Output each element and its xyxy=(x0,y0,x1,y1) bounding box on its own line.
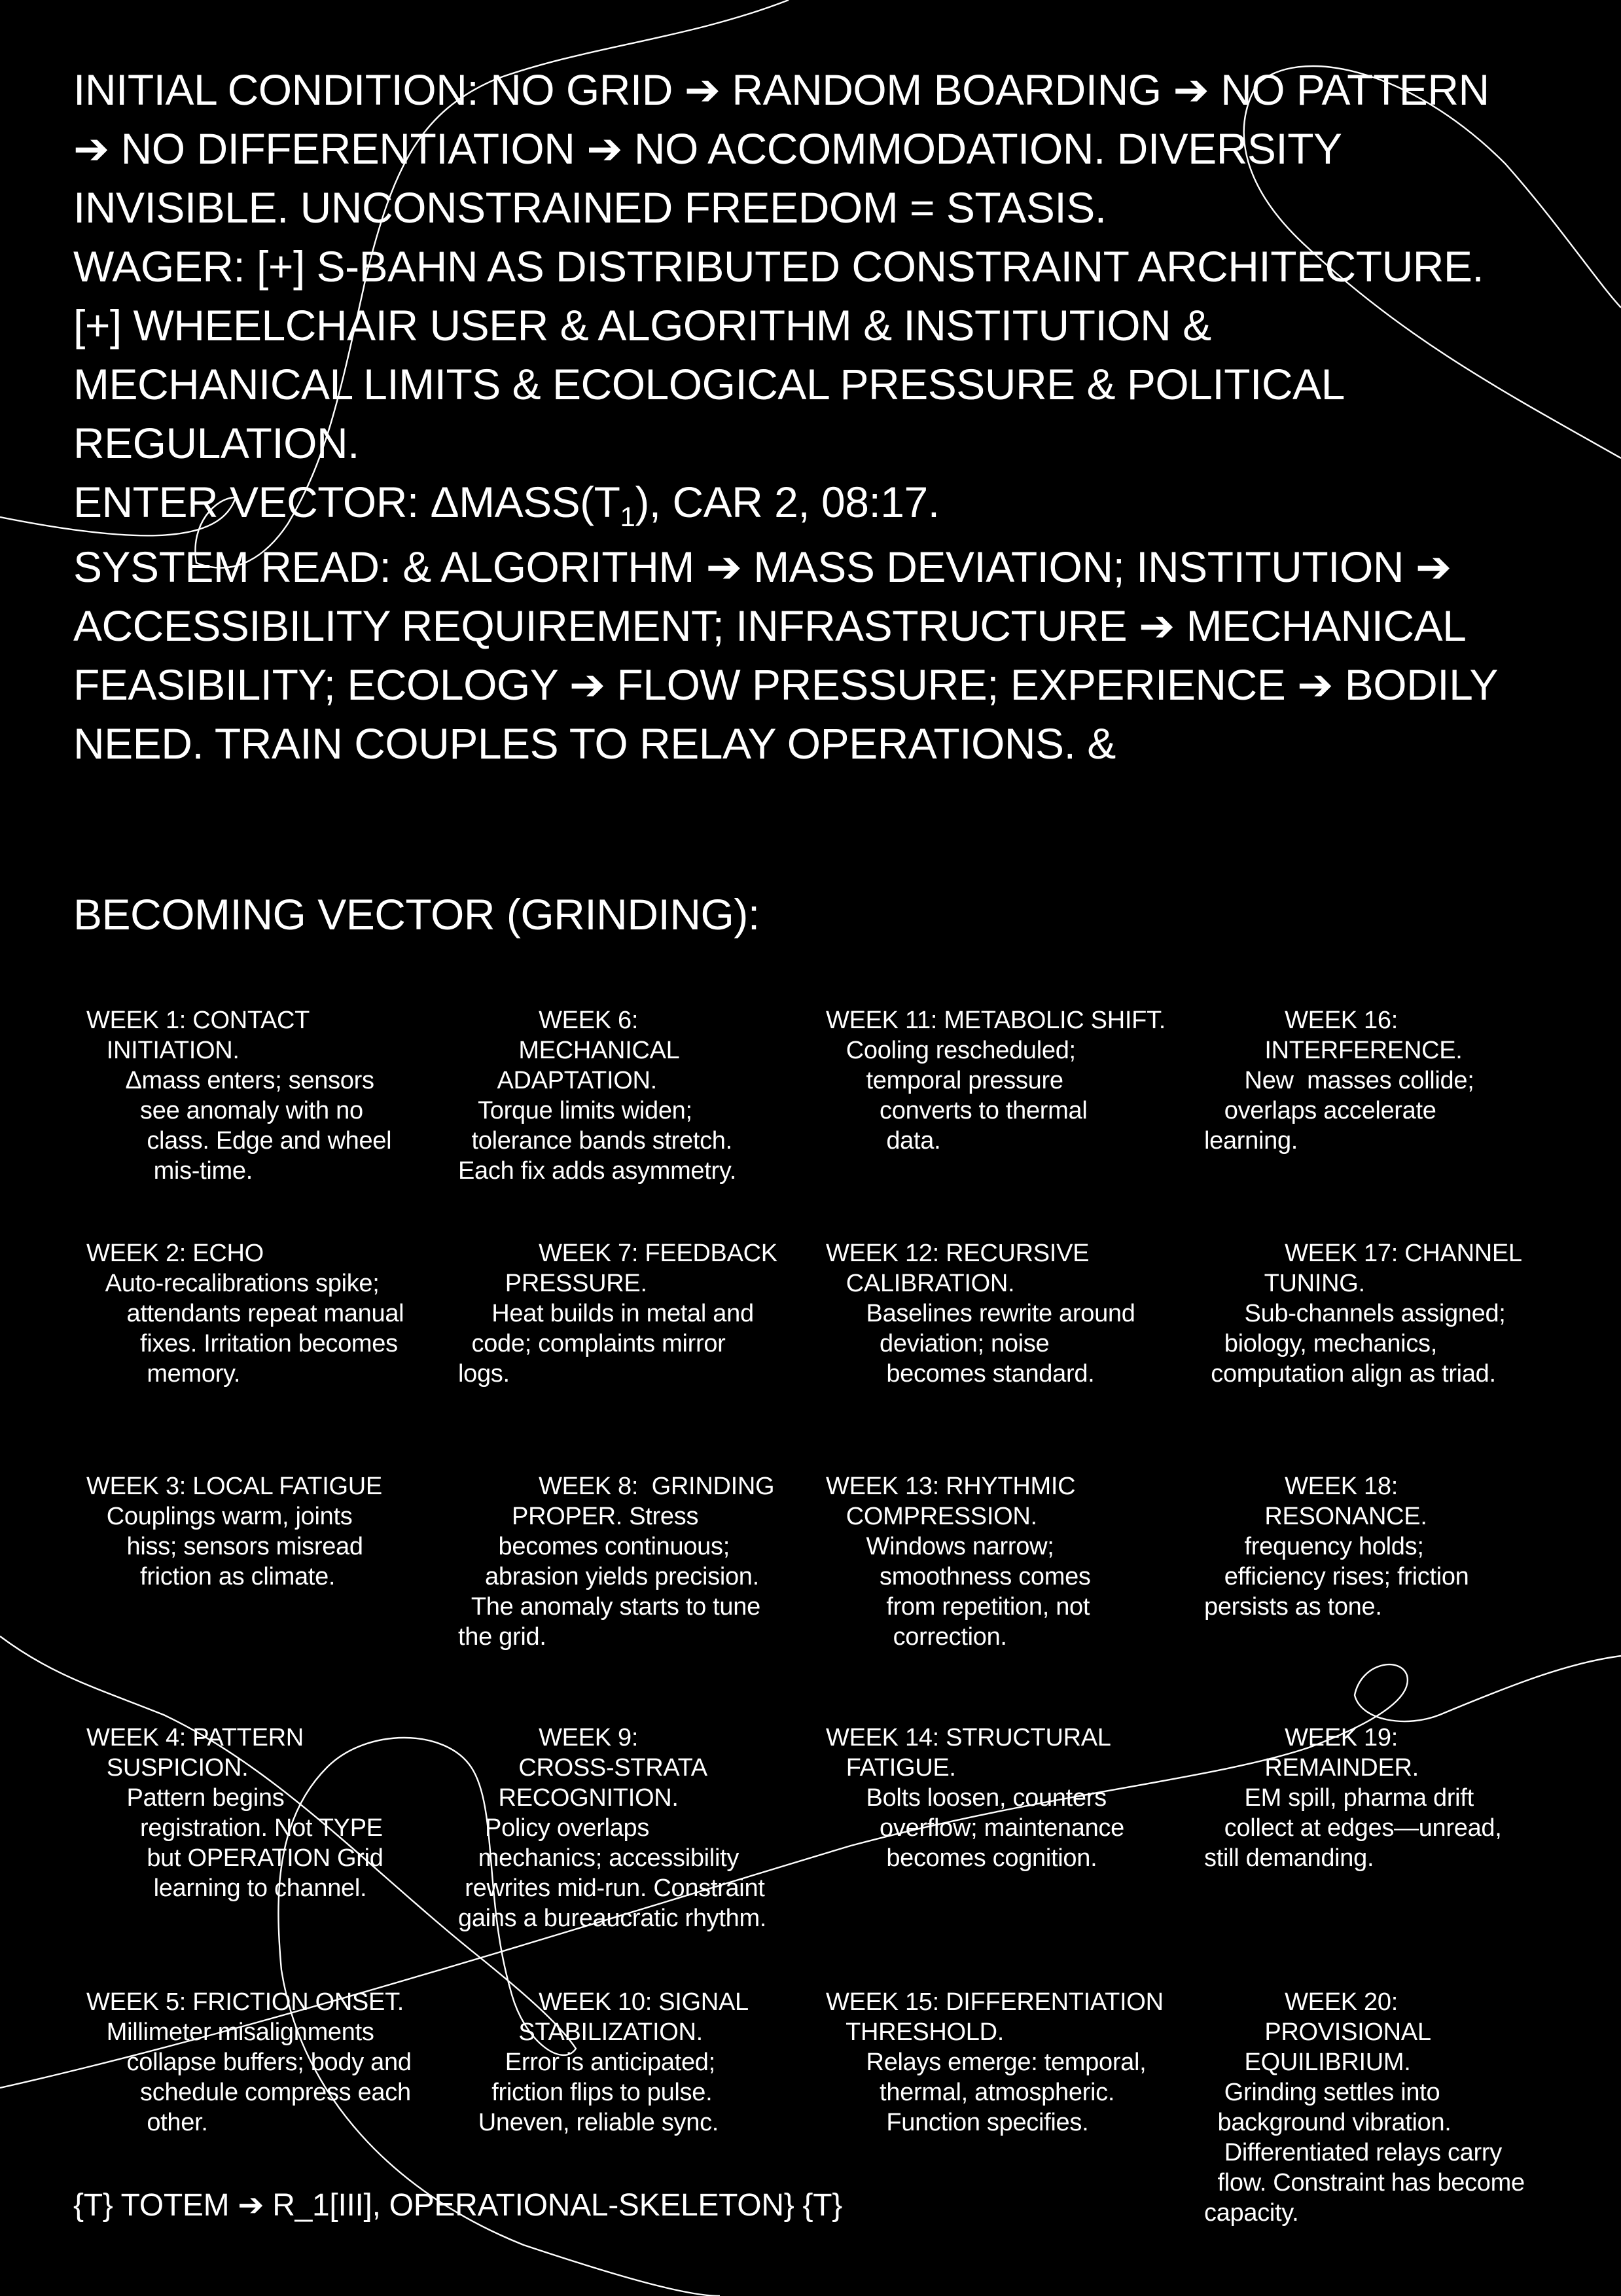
week-line: flow. Constraint has become xyxy=(1204,2169,1525,2197)
week-line: Cooling rescheduled; xyxy=(826,1037,1076,1064)
week-line: MECHANICAL xyxy=(458,1037,680,1064)
week-title: WEEK 9: xyxy=(458,1724,639,1751)
week-line: overlaps accelerate xyxy=(1204,1097,1436,1124)
week-line: FATIGUE. xyxy=(826,1754,956,1782)
week-line: CALIBRATION. xyxy=(826,1270,1015,1297)
week-line: Policy overlaps xyxy=(458,1814,650,1842)
week-entry xyxy=(458,1005,736,1186)
week-line: Error is anticipated; xyxy=(458,2049,715,2076)
week-title: WEEK 11: METABOLIC SHIFT. xyxy=(826,1007,1166,1034)
week-line: RECOGNITION. xyxy=(458,1784,679,1812)
week-line: gains a bureaucratic rhythm. xyxy=(458,1905,767,1932)
week-entry xyxy=(826,1005,1166,1156)
week-line: becomes continuous; xyxy=(458,1533,730,1560)
week-line: INITIATION. xyxy=(86,1037,240,1064)
week-line: PRESSURE. xyxy=(458,1270,647,1297)
week-entry xyxy=(826,1238,1135,1389)
week-line: from repetition, not xyxy=(826,1593,1090,1621)
week-line: background vibration. xyxy=(1204,2109,1452,2136)
intro-line: INVISIBLE. UNCONSTRAINED FREEDOM = STASIS. xyxy=(73,183,1107,232)
week-line: REMAINDER. xyxy=(1204,1754,1419,1782)
week-entry xyxy=(86,1987,412,2138)
week-line: abrasion yields precision. xyxy=(458,1563,759,1590)
week-line: hiss; sensors misread xyxy=(86,1533,363,1560)
intro-block xyxy=(73,60,1578,773)
week-line: Torque limits widen; xyxy=(458,1097,692,1124)
system-read-line: SYSTEM READ: & ALGORITHM ➔ MASS DEVIATION; INSTITUTION ➔ xyxy=(73,543,1452,591)
week-line: EM spill, pharma drift xyxy=(1204,1784,1474,1812)
week-line: computation align as triad. xyxy=(1204,1360,1496,1388)
enter-vector-line xyxy=(73,473,1578,537)
week-title: WEEK 10: SIGNAL xyxy=(458,1988,749,2016)
week-line: Each fix adds asymmetry. xyxy=(458,1157,737,1185)
week-title: WEEK 13: RHYTHMIC xyxy=(826,1473,1076,1500)
week-line: Differentiated relays carry xyxy=(1204,2139,1502,2166)
intro-line: INITIAL CONDITION: NO GRID ➔ RANDOM BOARDING ➔ NO PATTERN xyxy=(73,65,1489,114)
week-line: Windows narrow; xyxy=(826,1533,1054,1560)
system-read-line: ACCESSIBILITY REQUIREMENT; INFRASTRUCTURE ➔ MECHANICAL xyxy=(73,601,1467,650)
week-line: rewrites mid-run. Constraint xyxy=(458,1874,765,1902)
week-line: STABILIZATION. xyxy=(458,2018,703,2046)
enter-vector-suffix: ), CAR 2, 08:17. xyxy=(635,478,940,526)
intro-line: WAGER: [+] S-BAHN AS DISTRIBUTED CONSTRAINT ARCHITECTURE. xyxy=(73,242,1484,291)
week-title: WEEK 14: STRUCTURAL xyxy=(826,1724,1111,1751)
week-line: the grid. xyxy=(458,1623,546,1651)
week-title: WEEK 5: FRICTION ONSET. xyxy=(86,1988,404,2016)
week-line: becomes cognition. xyxy=(826,1844,1097,1872)
week-entry xyxy=(458,1987,749,2138)
week-line: THRESHOLD. xyxy=(826,2018,1005,2046)
week-title: WEEK 12: RECURSIVE xyxy=(826,1240,1090,1267)
week-line: tolerance bands stretch. xyxy=(458,1127,732,1155)
week-line: Auto-recalibrations spike; xyxy=(86,1270,380,1297)
week-line: logs. xyxy=(458,1360,510,1388)
week-line: RESONANCE. xyxy=(1204,1503,1427,1530)
week-line: EQUILIBRIUM. xyxy=(1204,2049,1411,2076)
week-line: Δmass enters; sensors xyxy=(86,1067,374,1094)
week-title: WEEK 17: CHANNEL xyxy=(1204,1240,1522,1267)
week-line: Millimeter misalignments xyxy=(86,2018,374,2046)
week-entry xyxy=(826,1723,1124,1873)
week-line: frequency holds; xyxy=(1204,1533,1424,1560)
week-entry xyxy=(458,1238,777,1389)
week-line: becomes standard. xyxy=(826,1360,1095,1388)
week-entry xyxy=(458,1471,774,1652)
week-entry xyxy=(458,1723,766,1933)
week-line: mis-time. xyxy=(86,1157,253,1185)
week-title: WEEK 20: xyxy=(1204,1988,1398,2016)
week-entry xyxy=(1204,1723,1502,1873)
week-title: WEEK 19: xyxy=(1204,1724,1398,1751)
week-line: mechanics; accessibility xyxy=(458,1844,739,1872)
week-entry xyxy=(86,1471,382,1592)
week-line: COMPRESSION. xyxy=(826,1503,1037,1530)
week-title: WEEK 15: DIFFERENTIATION xyxy=(826,1988,1164,2016)
becoming-vector-heading: BECOMING VECTOR (GRINDING): xyxy=(73,890,760,939)
week-line: Heat builds in metal and xyxy=(458,1300,754,1327)
week-line: smoothness comes xyxy=(826,1563,1091,1590)
week-line: but OPERATION Grid xyxy=(86,1844,383,1872)
week-line: friction flips to pulse. xyxy=(458,2079,713,2106)
week-line: Uneven, reliable sync. xyxy=(458,2109,719,2136)
week-line: temporal pressure xyxy=(826,1067,1063,1094)
week-entry xyxy=(86,1238,404,1389)
week-line: Sub-channels assigned; xyxy=(1204,1300,1506,1327)
week-entry xyxy=(826,1987,1164,2138)
enter-vector-prefix: ENTER VECTOR: ΔMASS(T xyxy=(73,478,620,526)
week-line: Grinding settles into xyxy=(1204,2079,1440,2106)
week-line: efficiency rises; friction xyxy=(1204,1563,1469,1590)
week-line: thermal, atmospheric. xyxy=(826,2079,1115,2106)
week-line: persists as tone. xyxy=(1204,1593,1382,1621)
week-line: Bolts loosen, counters xyxy=(826,1784,1107,1812)
week-line: ADAPTATION. xyxy=(458,1067,657,1094)
week-entry xyxy=(1204,1987,1525,2228)
week-line: CROSS-STRATA xyxy=(458,1754,707,1782)
week-line: INTERFERENCE. xyxy=(1204,1037,1463,1064)
week-line: Couplings warm, joints xyxy=(86,1503,353,1530)
week-line: collapse buffers; body and xyxy=(86,2049,412,2076)
footer-totem: {T} TOTEM ➔ R_1[III], OPERATIONAL-SKELETON} {T} xyxy=(73,2188,842,2223)
week-line: SUSPICION. xyxy=(86,1754,249,1782)
week-line: other. xyxy=(86,2109,208,2136)
intro-line: MECHANICAL LIMITS & ECOLOGICAL PRESSURE & POLITICAL xyxy=(73,360,1345,408)
intro-line: REGULATION. xyxy=(73,419,360,467)
week-line: biology, mechanics, xyxy=(1204,1330,1437,1357)
week-line: friction as climate. xyxy=(86,1563,336,1590)
week-line: data. xyxy=(826,1127,941,1155)
week-title: WEEK 16: xyxy=(1204,1007,1398,1034)
week-title: WEEK 3: LOCAL FATIGUE xyxy=(86,1473,382,1500)
week-line: registration. Not TYPE xyxy=(86,1814,383,1842)
week-entry xyxy=(1204,1471,1469,1622)
week-entry xyxy=(86,1005,391,1186)
week-title: WEEK 1: CONTACT xyxy=(86,1007,310,1034)
week-title: WEEK 7: FEEDBACK xyxy=(458,1240,777,1267)
week-entry xyxy=(1204,1005,1474,1156)
intro-line: ➔ NO DIFFERENTIATION ➔ NO ACCOMMODATION. DIVERSITY xyxy=(73,124,1342,173)
week-title: WEEK 18: xyxy=(1204,1473,1398,1500)
week-line: code; complaints mirror xyxy=(458,1330,726,1357)
week-line: Relays emerge: temporal, xyxy=(826,2049,1147,2076)
week-line: correction. xyxy=(826,1623,1007,1651)
intro-line: [+] WHEELCHAIR USER & ALGORITHM & INSTITUTION & xyxy=(73,301,1211,350)
week-entry xyxy=(86,1723,383,1903)
week-line: learning. xyxy=(1204,1127,1298,1155)
week-line: still demanding. xyxy=(1204,1844,1374,1872)
week-title: WEEK 6: xyxy=(458,1007,639,1034)
week-line: converts to thermal xyxy=(826,1097,1088,1124)
week-line: memory. xyxy=(86,1360,241,1388)
week-line: deviation; noise xyxy=(826,1330,1050,1357)
system-read-line: FEASIBILITY; ECOLOGY ➔ FLOW PRESSURE; EXPERIENCE ➔ BODILY xyxy=(73,660,1498,709)
week-line: attendants repeat manual xyxy=(86,1300,404,1327)
week-line: PROPER. Stress xyxy=(458,1503,699,1530)
week-line: learning to channel. xyxy=(86,1874,367,1902)
week-line: PROVISIONAL xyxy=(1204,2018,1431,2046)
week-entry xyxy=(1204,1238,1522,1389)
week-line: overflow; maintenance xyxy=(826,1814,1124,1842)
week-title: WEEK 4: PATTERN xyxy=(86,1724,304,1751)
week-line: class. Edge and wheel xyxy=(86,1127,392,1155)
week-line: collect at edges—unread, xyxy=(1204,1814,1502,1842)
week-line: capacity. xyxy=(1204,2199,1299,2227)
enter-vector-subscript: 1 xyxy=(620,501,635,532)
week-line: Pattern begins xyxy=(86,1784,285,1812)
week-title: WEEK 8: GRINDING xyxy=(458,1473,775,1500)
week-entry xyxy=(826,1471,1091,1652)
week-title: WEEK 2: ECHO xyxy=(86,1240,264,1267)
week-line: TUNING. xyxy=(1204,1270,1365,1297)
week-line: Baselines rewrite around xyxy=(826,1300,1135,1327)
week-line: New masses collide; xyxy=(1204,1067,1474,1094)
system-read-line: NEED. TRAIN COUPLES TO RELAY OPERATIONS. & xyxy=(73,719,1116,768)
week-line: The anomaly starts to tune xyxy=(458,1593,760,1621)
week-line: Function specifies. xyxy=(826,2109,1089,2136)
week-line: fixes. Irritation becomes xyxy=(86,1330,398,1357)
week-line: see anomaly with no xyxy=(86,1097,363,1124)
week-line: schedule compress each xyxy=(86,2079,411,2106)
